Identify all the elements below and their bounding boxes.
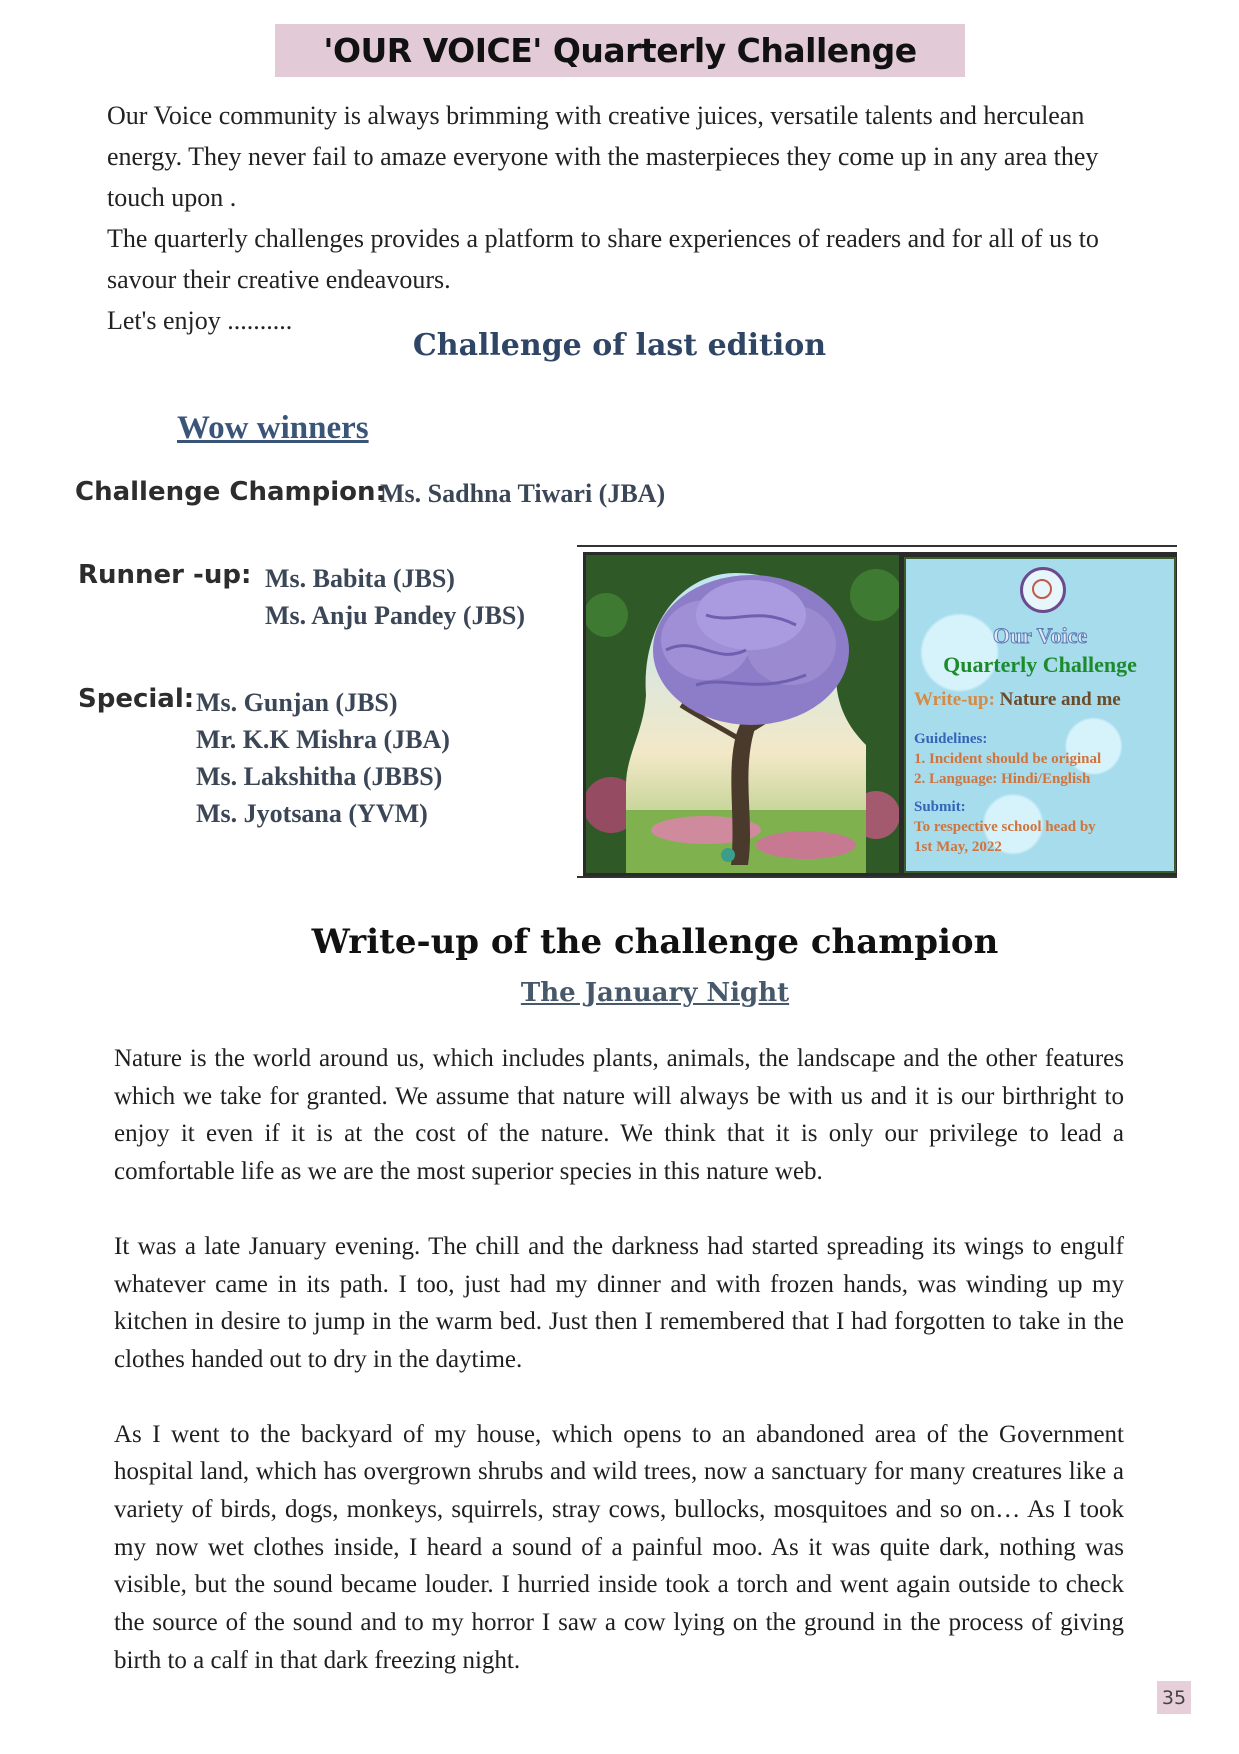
story-paragraph: It was a late January evening. The chill and the darkness had started spreading its wings to engulf whatever came in its path. I too, just had my dinner and with frozen hands, was winding up my kitchen in desire to jump in the warm bed. Just then I remembered that I had forgotten to take in the clothes handed out to dry in the daytime. — [114, 1232, 1124, 1373]
runner-up-label: Runner -up: — [78, 560, 252, 590]
story-paragraph: Nature is the world around us, which includes plants, animals, the landscape and the other features which we take for granted. We assume that nature will always be with us and it is our birthright to enjoy it even if it is at the cost of the nature. We think that it is only our privilege to lead a comfortable life as we are the most superior species in this nature web. — [114, 1045, 1124, 1186]
guidelines-label: Guidelines: — [914, 731, 988, 747]
poster-guidelines — [914, 729, 1101, 857]
intro-text — [107, 95, 1147, 341]
nature-tree-illustration — [586, 555, 899, 873]
poster-title: Our Voice — [992, 623, 1088, 648]
intro-paragraph: Let's enjoy .......... — [107, 306, 293, 335]
story-paragraph: As I went to the backyard of my house, which opens to an abandoned area of the Government hospital land, which has overgrown shrubs and wild trees, now a sanctuary for many creatures like a variety of birds, dogs, monkeys, squirrels, stray cows, bullocks, mosquitoes and so on… As I took my now wet clothes inside, I heard a sound of a painful moo. As it was quite dark, nothing was visible, but the sound became louder. I hurried inside took a torch and went again outside to check the source of the sound and to my horror I saw a cow lying on the ground in the process of giving birth to a calf in that dark freezing night. — [114, 1420, 1124, 1674]
last-edition-heading: Challenge of last edition — [412, 328, 827, 363]
poster-bottom-rule — [577, 876, 1177, 878]
special-name: Ms. Lakshitha (JBBS) — [196, 762, 443, 791]
intro-paragraph: The quarterly challenges provides a platform to share experiences of readers and for all of us to savour their creative endeavours. — [107, 224, 1099, 294]
guideline-item: 2. Language: Hindi/English — [914, 771, 1091, 787]
title-banner — [275, 24, 965, 77]
submit-label: Submit: — [914, 799, 966, 815]
special-name: Ms. Gunjan (JBS) — [196, 688, 398, 717]
special-label: Special: — [78, 684, 195, 714]
story-title: The January Night — [520, 978, 790, 1008]
special-list — [196, 684, 450, 832]
challenge-info-card — [904, 557, 1176, 873]
runner-up-list — [265, 560, 525, 634]
society-logo-icon — [1020, 567, 1066, 613]
challenge-poster — [583, 552, 1177, 876]
intro-paragraph: Our Voice community is always brimming with creative juices, versatile talents and herculean energy. They never fail to amaze everyone with the masterpieces they come up in any area they touch upon . — [107, 101, 1099, 212]
submit-date: 1st May, 2022 — [914, 839, 1002, 855]
writeup-topic: Nature and me — [999, 689, 1121, 710]
writeup-heading: Write-up of the challenge champion — [311, 922, 999, 962]
special-name: Ms. Jyotsana (YVM) — [196, 799, 428, 828]
story-body — [114, 1040, 1124, 1717]
runner-up-name: Ms. Anju Pandey (JBS) — [265, 601, 526, 630]
champion-label: Challenge Champion: — [75, 477, 386, 507]
poster-top-rule — [577, 545, 1177, 547]
poster-writeup-topic — [914, 689, 1121, 711]
special-name: Mr. K.K Mishra (JBA) — [196, 725, 450, 754]
poster-subtitle: Quarterly Challenge — [943, 652, 1137, 677]
runner-up-name: Ms. Babita (JBS) — [265, 564, 455, 593]
winners-heading: Wow winners — [177, 410, 369, 446]
page-title: 'OUR VOICE' Quarterly Challenge — [323, 31, 917, 70]
page-number: 35 — [1157, 1681, 1191, 1714]
writeup-label: Write-up: — [914, 689, 995, 710]
submit-text: To respective school head by — [914, 819, 1096, 835]
champion-name: Ms. Sadhna Tiwari (JBA) — [380, 479, 666, 508]
guideline-item: 1. Incident should be original — [914, 751, 1102, 767]
